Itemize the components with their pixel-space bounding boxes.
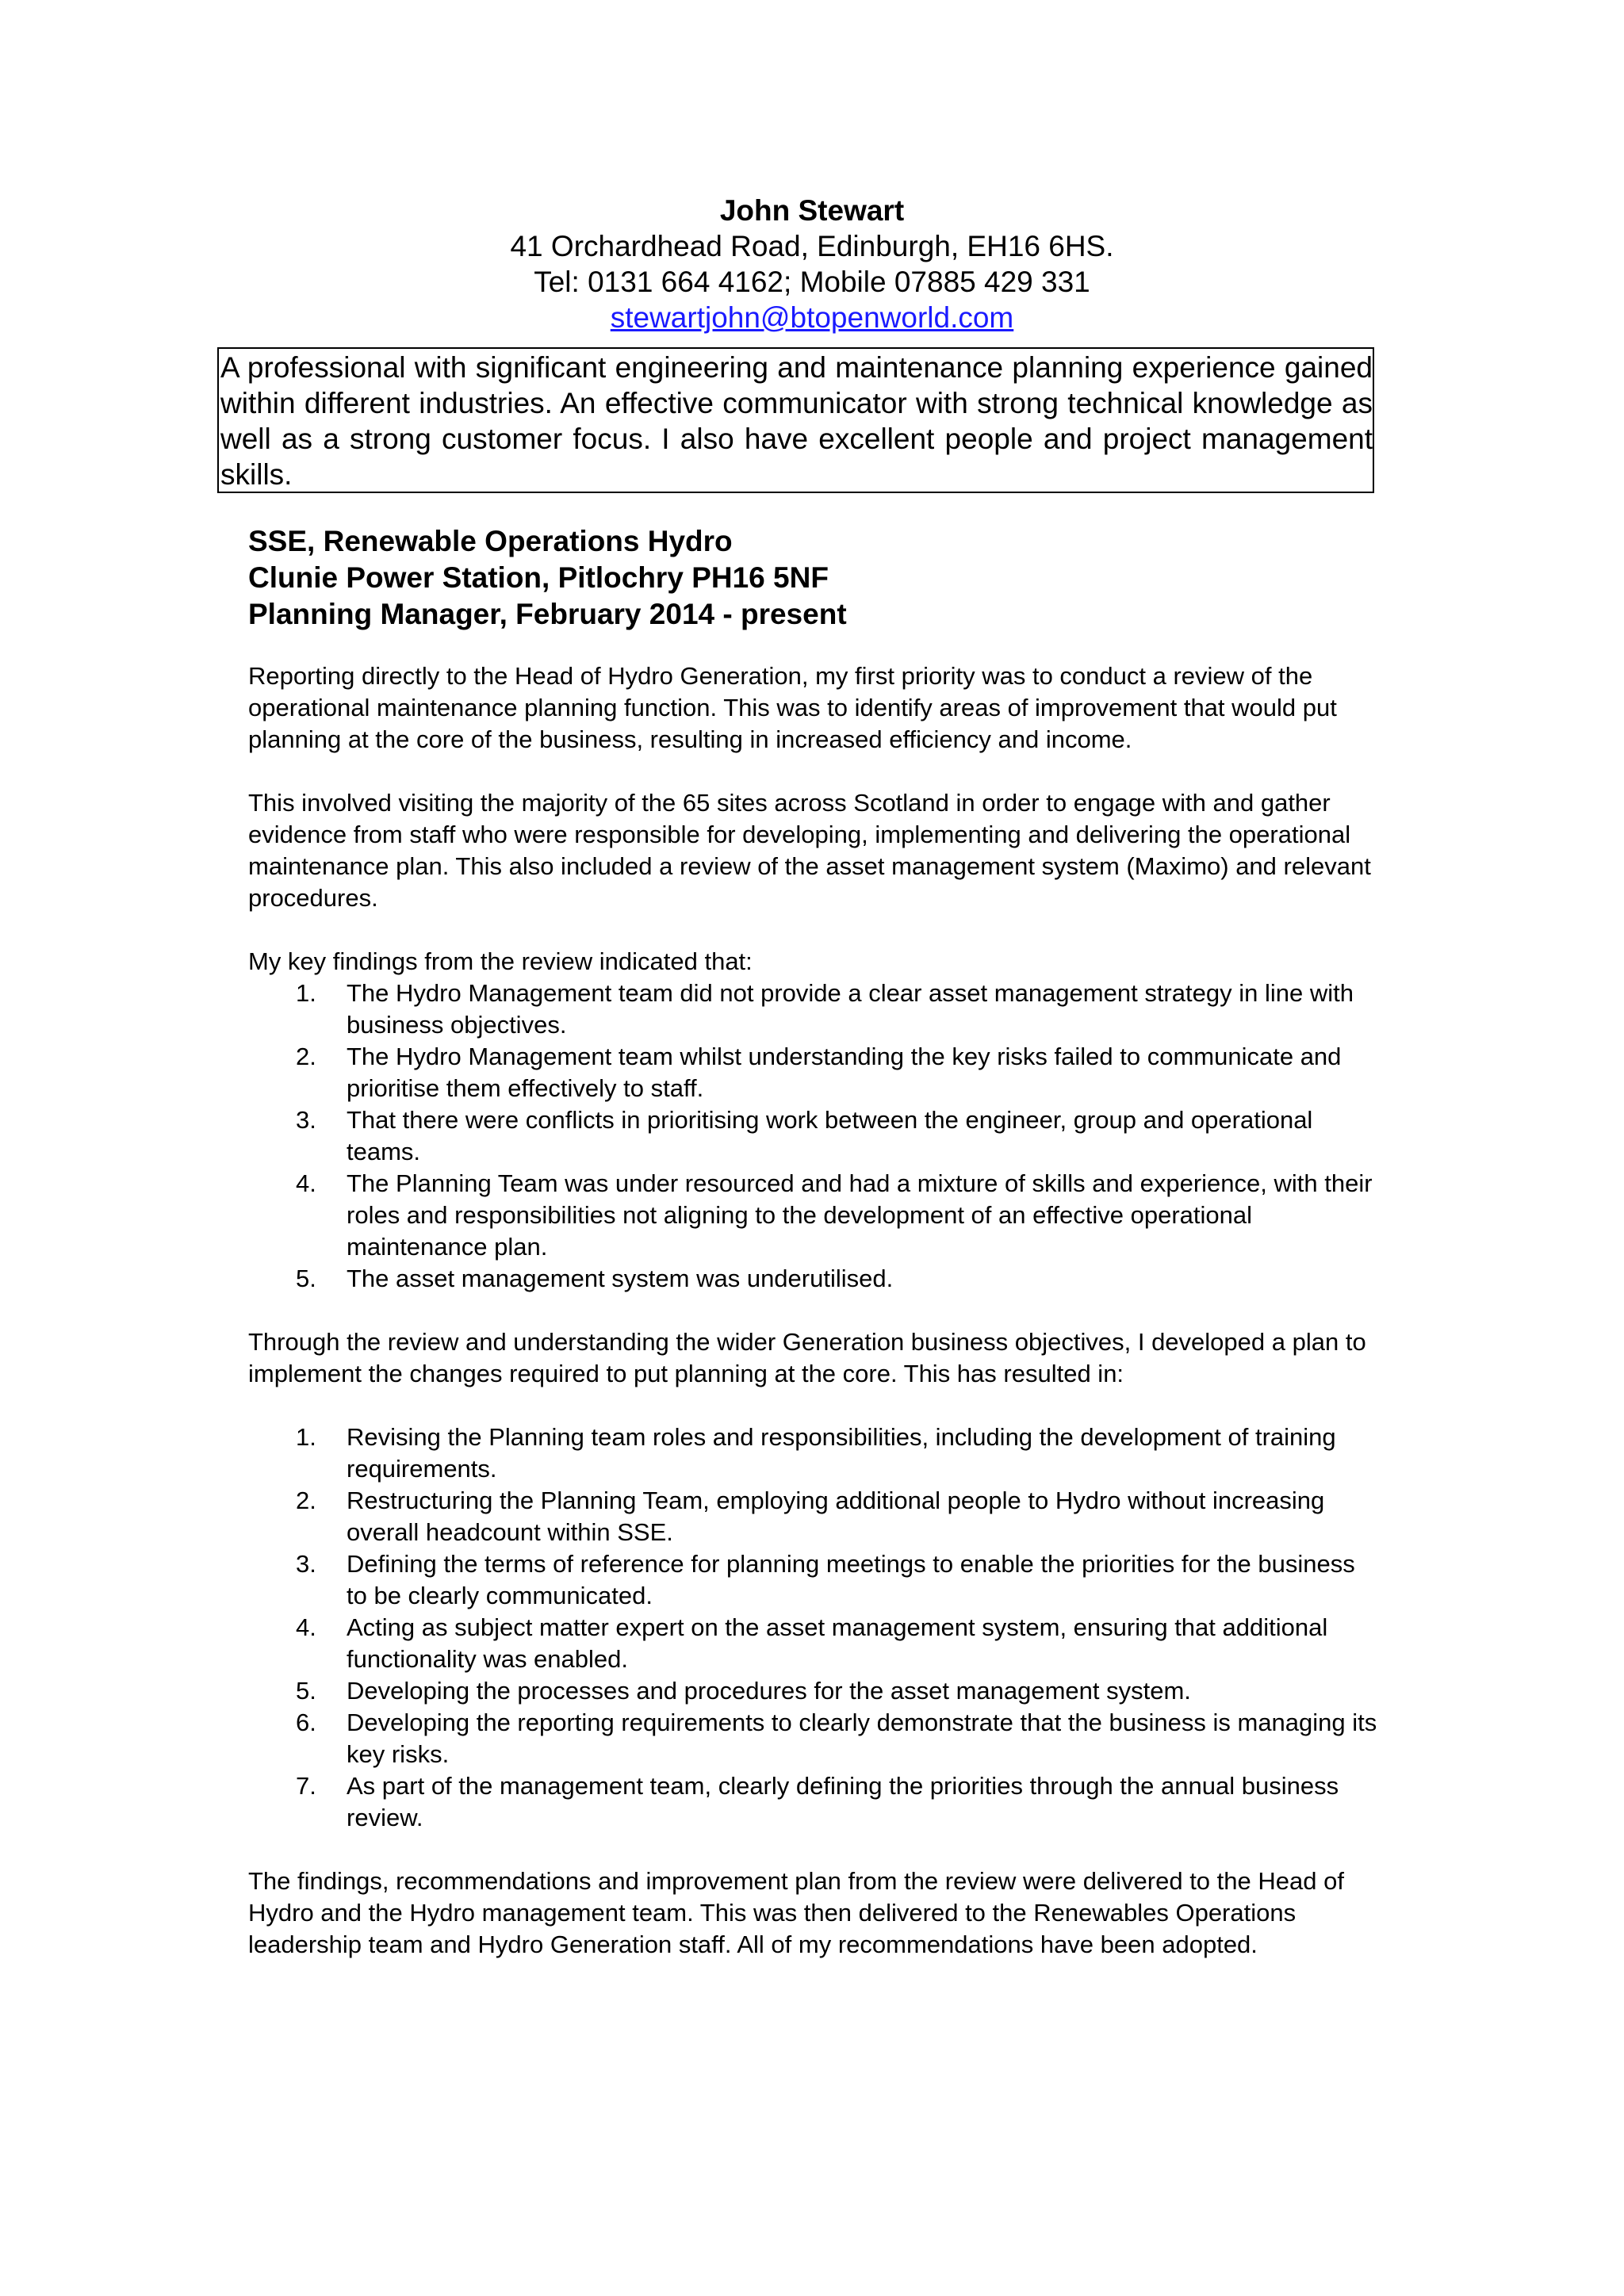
company-name: SSE, Renewable Operations Hydro <box>248 525 733 557</box>
paragraph-site-visits: This involved visiting the majority of the 65 sites across Scotland in order to engage with and gather evidence from staff who were responsible for developing, implementing and delivering the operational maintenance plan. This also included a review of the asset management system (Maximo) and relevant procedures. <box>248 789 1371 912</box>
work-location: Clunie Power Station, Pitlochry PH16 5NF <box>248 561 829 594</box>
contact-header <box>0 193 1624 335</box>
candidate-name: John Stewart <box>719 194 905 227</box>
list-item: 4. Acting as subject matter expert on the asset management system, ensuring that additional functionality was enabled. <box>296 1613 1328 1673</box>
results-list <box>248 1422 1378 1834</box>
list-item: 7. As part of the management team, clearly defining the priorities through the annual business review. <box>296 1772 1339 1831</box>
role-heading <box>248 523 847 633</box>
list-item: 5. The asset management system was underutilised. <box>296 1265 894 1292</box>
list-item: 6. Developing the reporting requirements to clearly demonstrate that the business is managing its key risks. <box>296 1709 1377 1768</box>
list-item: 3. Defining the terms of reference for planning meetings to enable the priorities for the business to be clearly communicated. <box>296 1550 1355 1609</box>
list-item: 5. Developing the processes and procedures for the asset management system. <box>296 1677 1191 1705</box>
findings-list <box>248 978 1378 1295</box>
email-link[interactable]: stewartjohn@btopenworld.com <box>610 301 1014 334</box>
role-description <box>248 660 1378 1961</box>
findings-intro: My key findings from the review indicated that: <box>248 947 753 975</box>
list-item: 3. That there were conflicts in prioritising work between the engineer, group and operational teams. <box>296 1106 1313 1165</box>
paragraph-review: Reporting directly to the Head of Hydro Generation, my first priority was to conduct a review of the operational maintenance planning function. This was to identify areas of improvement that would put planning at the core of the business, resulting in increased efficiency and income. <box>248 662 1337 753</box>
address: 41 Orchardhead Road, Edinburgh, EH16 6HS. <box>510 230 1114 262</box>
list-item: 2. The Hydro Management team whilst understanding the key risks failed to communicate and prioritise them effectively to staff. <box>296 1043 1342 1102</box>
paragraph-plan: Through the review and understanding the wider Generation business objectives, I developed a plan to implement the changes required to put planning at the core. This has resulted in: <box>248 1328 1366 1387</box>
job-title-dates: Planning Manager, February 2014 - present <box>248 598 847 630</box>
list-item: 1. Revising the Planning team roles and responsibilities, including the development of training requirements. <box>296 1423 1336 1483</box>
list-item: 1. The Hydro Management team did not provide a clear asset management strategy in line with business objectives. <box>296 979 1354 1039</box>
list-item: 4. The Planning Team was under resourced and had a mixture of skills and experience, with their roles and responsibilities not aligning to the development of an effective operational maintenance plan. <box>296 1169 1373 1261</box>
phone-numbers: Tel: 0131 664 4162; Mobile 07885 429 331 <box>534 266 1090 298</box>
profile-summary: A professional with significant engineering and maintenance planning experience gained within different industries. An effective communicator with strong technical knowledge as well as a strong customer focus. I also have excellent people and project management skills. <box>217 347 1374 493</box>
paragraph-outcome: The findings, recommendations and improvement plan from the review were delivered to the Head of Hydro and the Hydro management team. This was then delivered to the Renewables Operations leadership team and Hydro Generation staff. All of my recommendations have been adopted. <box>248 1867 1344 1958</box>
list-item: 2. Restructuring the Planning Team, employing additional people to Hydro without increasing overall headcount within SSE. <box>296 1487 1325 1546</box>
